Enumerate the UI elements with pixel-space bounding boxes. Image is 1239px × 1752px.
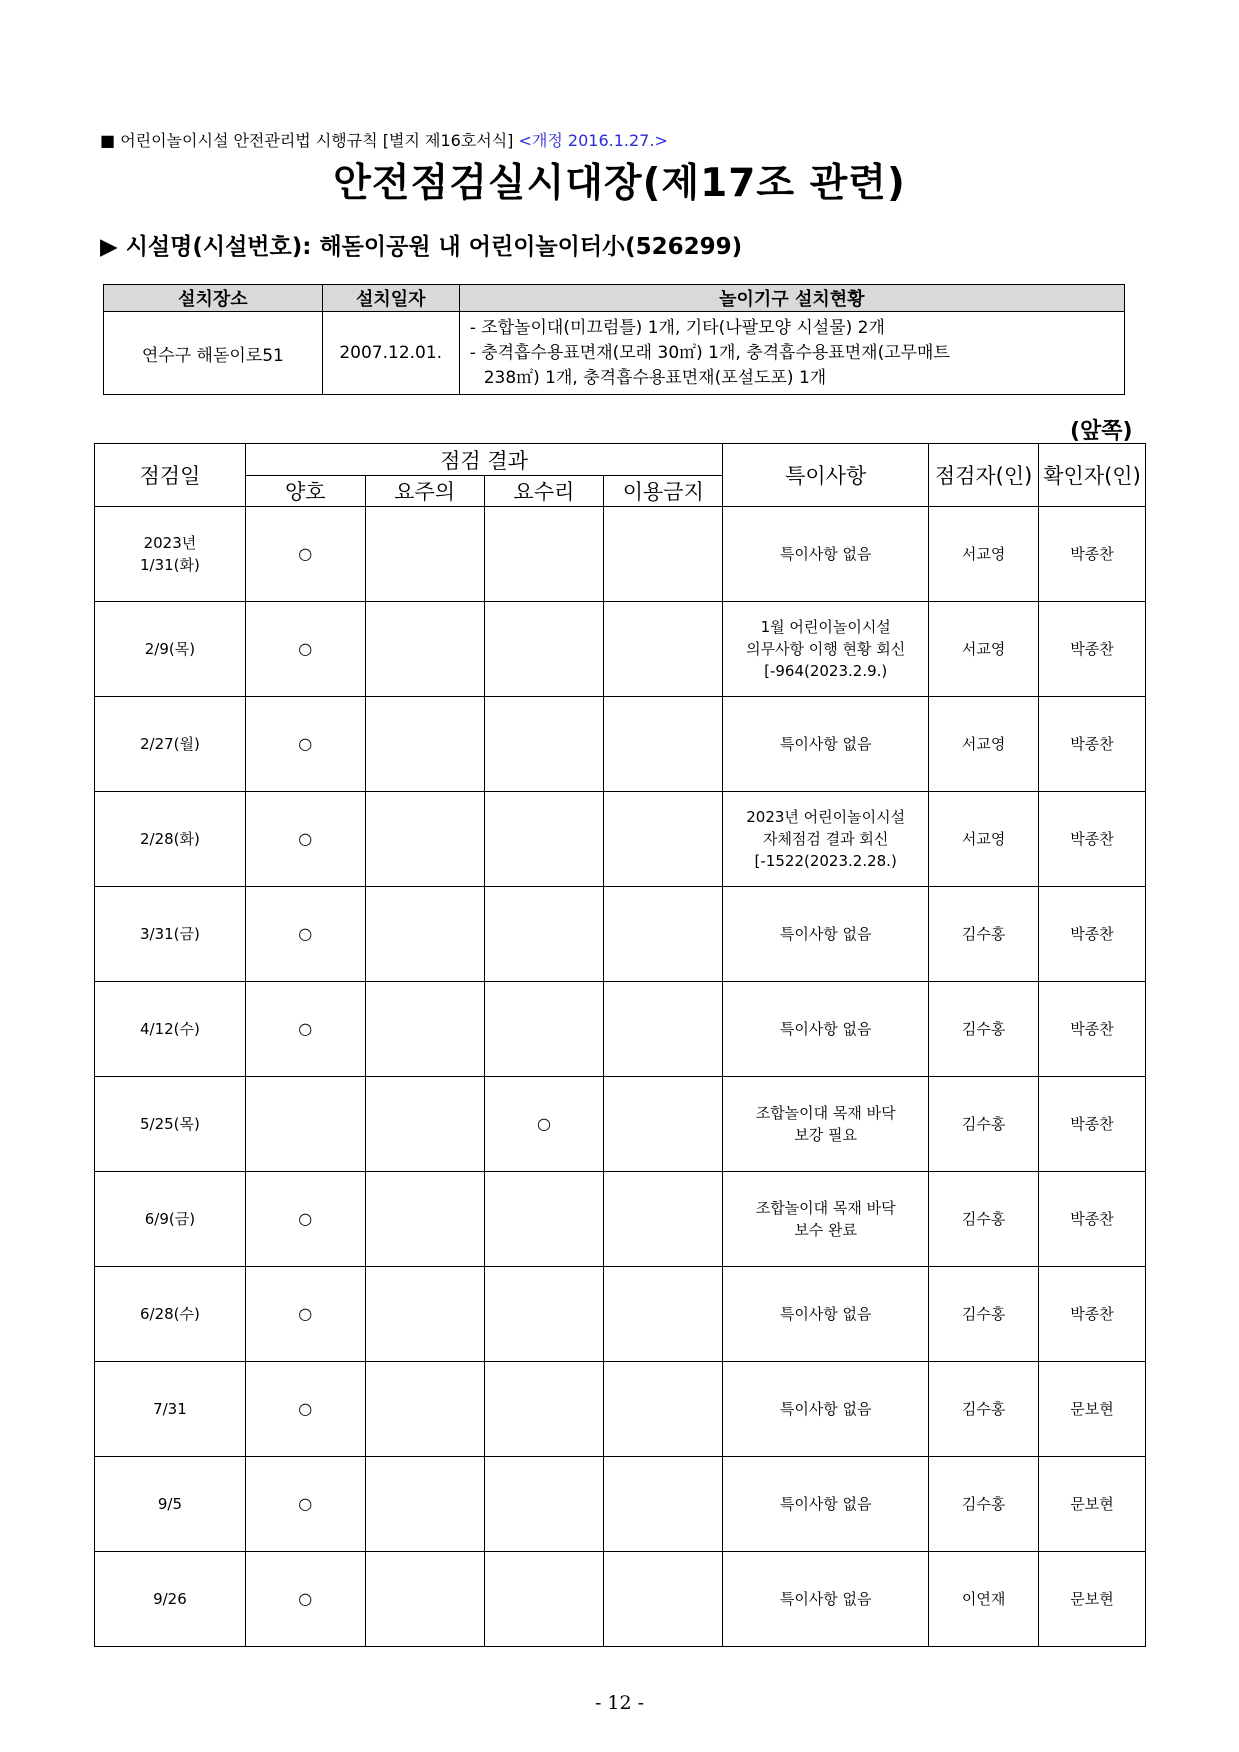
result-caution-cell bbox=[365, 1552, 484, 1647]
log-inspector-cell: 김수홍 bbox=[929, 982, 1039, 1077]
result-good-cell: ○ bbox=[245, 1362, 365, 1457]
result-repair-cell bbox=[484, 1457, 604, 1552]
log-inspector-cell: 이연재 bbox=[929, 1552, 1039, 1647]
revision-note: <개정 2016.1.27.> bbox=[518, 131, 668, 150]
log-inspector-cell: 김수홍 bbox=[929, 1457, 1039, 1552]
log-remarks-cell: 특이사항 없음 bbox=[723, 507, 929, 602]
log-remarks-cell: 1월 어린이놀이시설 의무사항 이행 현황 회신 [-964(2023.2.9.) bbox=[723, 602, 929, 697]
install-location: 연수구 해돋이로51 bbox=[104, 312, 323, 395]
table-row bbox=[95, 1077, 1146, 1172]
log-date-cell: 5/25(목) bbox=[95, 1077, 246, 1172]
result-good-cell: ○ bbox=[245, 507, 365, 602]
log-date-cell: 6/9(금) bbox=[95, 1172, 246, 1267]
page-title: 안전점검실시대장(제17조 관련) bbox=[333, 161, 906, 206]
result-repair-cell bbox=[484, 602, 604, 697]
table-row bbox=[95, 602, 1146, 697]
install-date: 2007.12.01. bbox=[322, 312, 459, 395]
log-inspector-cell: 김수홍 bbox=[929, 1077, 1039, 1172]
result-prohibited-cell bbox=[604, 1267, 723, 1362]
result-prohibited-cell bbox=[604, 982, 723, 1077]
result-prohibited-cell bbox=[604, 602, 723, 697]
log-inspector-cell: 서교영 bbox=[929, 602, 1039, 697]
result-prohibited-cell bbox=[604, 1362, 723, 1457]
equipment-line: 238㎡) 1개, 충격흡수용표면재(포설도포) 1개 bbox=[483, 367, 827, 388]
installation-table bbox=[103, 284, 1125, 395]
result-caution-cell bbox=[365, 697, 484, 792]
result-caution-cell bbox=[365, 602, 484, 697]
page-number: - 12 - bbox=[594, 1692, 645, 1714]
log-inspector-cell: 김수홍 bbox=[929, 1172, 1039, 1267]
log-confirmer-cell: 박종찬 bbox=[1039, 1077, 1146, 1172]
result-good-cell: ○ bbox=[245, 1457, 365, 1552]
log-remarks-cell: 특이사항 없음 bbox=[723, 1552, 929, 1647]
result-prohibited-cell bbox=[604, 1552, 723, 1647]
log-confirmer-cell: 박종찬 bbox=[1039, 982, 1146, 1077]
table-row bbox=[95, 507, 1146, 602]
log-date-cell: 3/31(금) bbox=[95, 887, 246, 982]
result-repair-cell bbox=[484, 1267, 604, 1362]
log-date-cell: 6/28(수) bbox=[95, 1267, 246, 1362]
result-caution-cell bbox=[365, 507, 484, 602]
log-confirmer-cell: 박종찬 bbox=[1039, 1267, 1146, 1362]
installation-header-row bbox=[104, 285, 1125, 312]
result-prohibited-cell bbox=[604, 1172, 723, 1267]
result-good-cell: ○ bbox=[245, 1552, 365, 1647]
header-install-location: 설치장소 bbox=[104, 285, 323, 312]
log-remarks-cell: 조합놀이대 목재 바닥 보수 완료 bbox=[723, 1172, 929, 1267]
result-good-cell: ○ bbox=[245, 887, 365, 982]
log-remarks-cell: 특이사항 없음 bbox=[723, 1362, 929, 1457]
result-good-cell: ○ bbox=[245, 697, 365, 792]
header-inspection-result: 점검 결과 bbox=[245, 444, 722, 476]
header-repair: 요수리 bbox=[484, 476, 604, 507]
result-caution-cell bbox=[365, 982, 484, 1077]
log-remarks-cell: 특이사항 없음 bbox=[723, 1267, 929, 1362]
result-caution-cell bbox=[365, 1077, 484, 1172]
facility-name: ▶ 시설명(시설번호): 해돋이공원 내 어린이놀이터小(526299) bbox=[100, 234, 743, 260]
table-row bbox=[95, 1552, 1146, 1647]
header-good: 양호 bbox=[245, 476, 365, 507]
log-date-cell: 9/5 bbox=[95, 1457, 246, 1552]
result-good-cell: ○ bbox=[245, 982, 365, 1077]
result-prohibited-cell bbox=[604, 792, 723, 887]
table-row bbox=[95, 697, 1146, 792]
header-equipment-status: 놀이기구 설치현황 bbox=[459, 285, 1124, 312]
result-repair-cell bbox=[484, 792, 604, 887]
result-repair-cell: ○ bbox=[484, 1077, 604, 1172]
result-prohibited-cell bbox=[604, 507, 723, 602]
result-repair-cell bbox=[484, 1362, 604, 1457]
result-good-cell: ○ bbox=[245, 1267, 365, 1362]
log-inspector-cell: 김수홍 bbox=[929, 887, 1039, 982]
result-repair-cell bbox=[484, 1552, 604, 1647]
log-remarks-cell: 특이사항 없음 bbox=[723, 697, 929, 792]
log-remarks-cell: 조합놀이대 목재 바닥 보강 필요 bbox=[723, 1077, 929, 1172]
log-remarks-cell: 특이사항 없음 bbox=[723, 982, 929, 1077]
result-good-cell: ○ bbox=[245, 602, 365, 697]
side-label: (앞쪽) bbox=[1070, 419, 1133, 444]
result-repair-cell bbox=[484, 887, 604, 982]
result-repair-cell bbox=[484, 1172, 604, 1267]
result-caution-cell bbox=[365, 1172, 484, 1267]
result-repair-cell bbox=[484, 697, 604, 792]
header-install-date: 설치일자 bbox=[322, 285, 459, 312]
header-inspection-date: 점검일 bbox=[95, 444, 246, 507]
log-confirmer-cell: 문보현 bbox=[1039, 1457, 1146, 1552]
log-confirmer-cell: 박종찬 bbox=[1039, 887, 1146, 982]
result-caution-cell bbox=[365, 887, 484, 982]
log-date-cell: 9/26 bbox=[95, 1552, 246, 1647]
table-row bbox=[95, 1267, 1146, 1362]
equipment-list bbox=[459, 312, 1124, 395]
log-date-cell: 2/9(목) bbox=[95, 602, 246, 697]
table-row bbox=[95, 887, 1146, 982]
result-caution-cell bbox=[365, 1267, 484, 1362]
inspection-log-body bbox=[95, 507, 1146, 1647]
form-reference bbox=[100, 128, 668, 151]
header-prohibited: 이용금지 bbox=[604, 476, 723, 507]
result-repair-cell bbox=[484, 982, 604, 1077]
header-caution: 요주의 bbox=[365, 476, 484, 507]
header-inspector: 점검자(인) bbox=[929, 444, 1039, 507]
result-caution-cell bbox=[365, 1457, 484, 1552]
log-remarks-cell: 특이사항 없음 bbox=[723, 887, 929, 982]
log-date-cell: 2023년 1/31(화) bbox=[95, 507, 246, 602]
log-confirmer-cell: 박종찬 bbox=[1039, 602, 1146, 697]
result-prohibited-cell bbox=[604, 697, 723, 792]
log-date-cell: 7/31 bbox=[95, 1362, 246, 1457]
result-prohibited-cell bbox=[604, 1077, 723, 1172]
result-good-cell bbox=[245, 1077, 365, 1172]
log-remarks-cell: 특이사항 없음 bbox=[723, 1457, 929, 1552]
log-remarks-cell: 2023년 어린이놀이시설 자체점검 결과 회신 [-1522(2023.2.28.) bbox=[723, 792, 929, 887]
log-inspector-cell: 서교영 bbox=[929, 697, 1039, 792]
inspection-log-table bbox=[94, 443, 1146, 1647]
log-date-cell: 2/27(월) bbox=[95, 697, 246, 792]
log-confirmer-cell: 박종찬 bbox=[1039, 697, 1146, 792]
log-date-cell: 2/28(화) bbox=[95, 792, 246, 887]
log-confirmer-cell: 박종찬 bbox=[1039, 507, 1146, 602]
log-inspector-cell: 김수홍 bbox=[929, 1362, 1039, 1457]
log-confirmer-cell: 박종찬 bbox=[1039, 792, 1146, 887]
form-reference-text: ■ 어린이놀이시설 안전관리법 시행규칙 [별지 제16호서식] bbox=[100, 131, 514, 150]
result-prohibited-cell bbox=[604, 887, 723, 982]
table-row bbox=[95, 1172, 1146, 1267]
table-row bbox=[95, 1362, 1146, 1457]
table-row bbox=[95, 1457, 1146, 1552]
log-confirmer-cell: 박종찬 bbox=[1039, 1172, 1146, 1267]
result-repair-cell bbox=[484, 507, 604, 602]
log-inspector-cell: 김수홍 bbox=[929, 1267, 1039, 1362]
log-inspector-cell: 서교영 bbox=[929, 507, 1039, 602]
equipment-line: - 충격흡수용표면재(모래 30㎡) 1개, 충격흡수용표면재(고무매트 bbox=[469, 342, 950, 363]
log-header-row bbox=[95, 444, 1146, 476]
result-caution-cell bbox=[365, 1362, 484, 1457]
result-caution-cell bbox=[365, 792, 484, 887]
equipment-line: - 조합놀이대(미끄럼틀) 1개, 기타(나팔모양 시설물) 2개 bbox=[469, 317, 885, 338]
header-remarks: 특이사항 bbox=[723, 444, 929, 507]
installation-row bbox=[104, 312, 1125, 395]
table-row bbox=[95, 792, 1146, 887]
header-confirmer: 확인자(인) bbox=[1039, 444, 1146, 507]
result-good-cell: ○ bbox=[245, 792, 365, 887]
log-confirmer-cell: 문보현 bbox=[1039, 1552, 1146, 1647]
result-good-cell: ○ bbox=[245, 1172, 365, 1267]
table-row bbox=[95, 982, 1146, 1077]
log-confirmer-cell: 문보현 bbox=[1039, 1362, 1146, 1457]
log-inspector-cell: 서교영 bbox=[929, 792, 1039, 887]
log-date-cell: 4/12(수) bbox=[95, 982, 246, 1077]
result-prohibited-cell bbox=[604, 1457, 723, 1552]
